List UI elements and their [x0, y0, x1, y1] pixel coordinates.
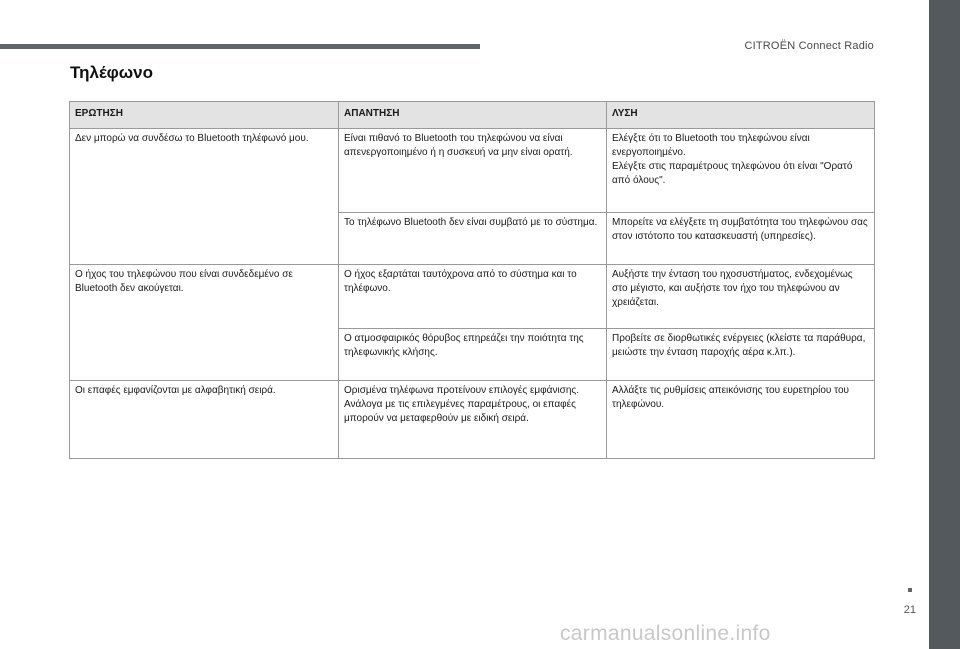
answer-text: Ο ήχος εξαρτάται ταυτόχρονα από το σύστημα και το τηλέφωνο.: [344, 269, 577, 294]
answer-text: Είναι πιθανό το Bluetooth του τηλεφώνου να είναι απενεργοποιημένο ή η συσκευή να μην είναι ορατή.: [344, 133, 573, 158]
table-row: [70, 265, 875, 329]
question-text: Οι επαφές εμφανίζονται με αλφαβητική σειρά.: [75, 385, 276, 396]
answer-cell: [339, 381, 607, 459]
watermark-text: carmanualsonline.info: [560, 622, 771, 645]
answer-text: Ο ατμοσφαιρικός θόρυβος επηρεάζει την ποιότητα της τηλεφωνικής κλήσης.: [344, 333, 584, 358]
solution-cell: [607, 329, 875, 381]
solution-text: Προβείτε σε διορθωτικές ενέργειες (κλείστε τα παράθυρα, μειώστε την ένταση παροχής αέρα κ.λπ.).: [612, 333, 866, 358]
solution-text: Αλλάξτε τις ρυθμίσεις απεικόνισης του ευρετηρίου του τηλεφώνου.: [612, 385, 849, 410]
solution-cell: [607, 213, 875, 265]
answer-text: Ορισμένα τηλέφωνα προτείνουν επιλογές εμφάνισης. Ανάλογα με τις επιλεγμένες παραμέτρους, οι επαφές μπορούν να μεταφερθούν με ειδική σειρά.: [344, 385, 579, 424]
solution-cell: [607, 381, 875, 459]
solution-cell: [607, 129, 875, 213]
column-header-solution: ΛΥΣΗ: [607, 102, 875, 129]
page-title: Τηλέφωνο: [70, 63, 153, 82]
answer-cell: [339, 265, 607, 329]
answer-cell: [339, 129, 607, 213]
brand-title: CITROËN Connect Radio: [744, 40, 874, 52]
solution-cell: [607, 265, 875, 329]
column-header-question: ΕΡΩΤΗΣΗ: [70, 102, 339, 129]
table-row: [70, 381, 875, 459]
answer-cell: [339, 329, 607, 381]
table-row: [70, 129, 875, 213]
page-marker: [908, 588, 912, 592]
solution-text: Αυξήστε την ένταση του ηχοσυστήματος, ενδεχομένως στο μέγιστο, και αυξήστε τον ήχο του τηλεφώνου αν χρειάζεται.: [612, 269, 853, 308]
question-cell: [70, 265, 339, 381]
question-text: Δεν μπορώ να συνδέσω το Bluetooth τηλέφωνό μου.: [75, 133, 309, 144]
question-text: Ο ήχος του τηλεφώνου που είναι συνδεδεμένο σε Bluetooth δεν ακούγεται.: [75, 269, 293, 294]
solution-text: Μπορείτε να ελέγξετε τη συμβατότητα του τηλεφώνου σας στον ιστότοπο του κατασκευαστή (υπηρεσίες).: [612, 217, 868, 242]
page-number: 21: [903, 604, 916, 616]
faq-table: [69, 101, 875, 459]
side-tab-bar: [929, 0, 960, 649]
question-cell: [70, 381, 339, 459]
solution-text: Ελέγξτε ότι το Bluetooth του τηλεφώνου είναι ενεργοποιημένο. Ελέγξτε στις παραμέτρους τηλεφώνου ότι είναι "Ορατό από όλους".: [612, 133, 853, 186]
answer-text: Το τηλέφωνο Bluetooth δεν είναι συμβατό με το σύστημα.: [344, 217, 598, 228]
table-header-row: [70, 102, 875, 129]
answer-cell: [339, 213, 607, 265]
column-header-answer: ΑΠΑΝΤΗΣΗ: [339, 102, 607, 129]
question-cell: [70, 129, 339, 265]
header-rule: [0, 44, 480, 49]
